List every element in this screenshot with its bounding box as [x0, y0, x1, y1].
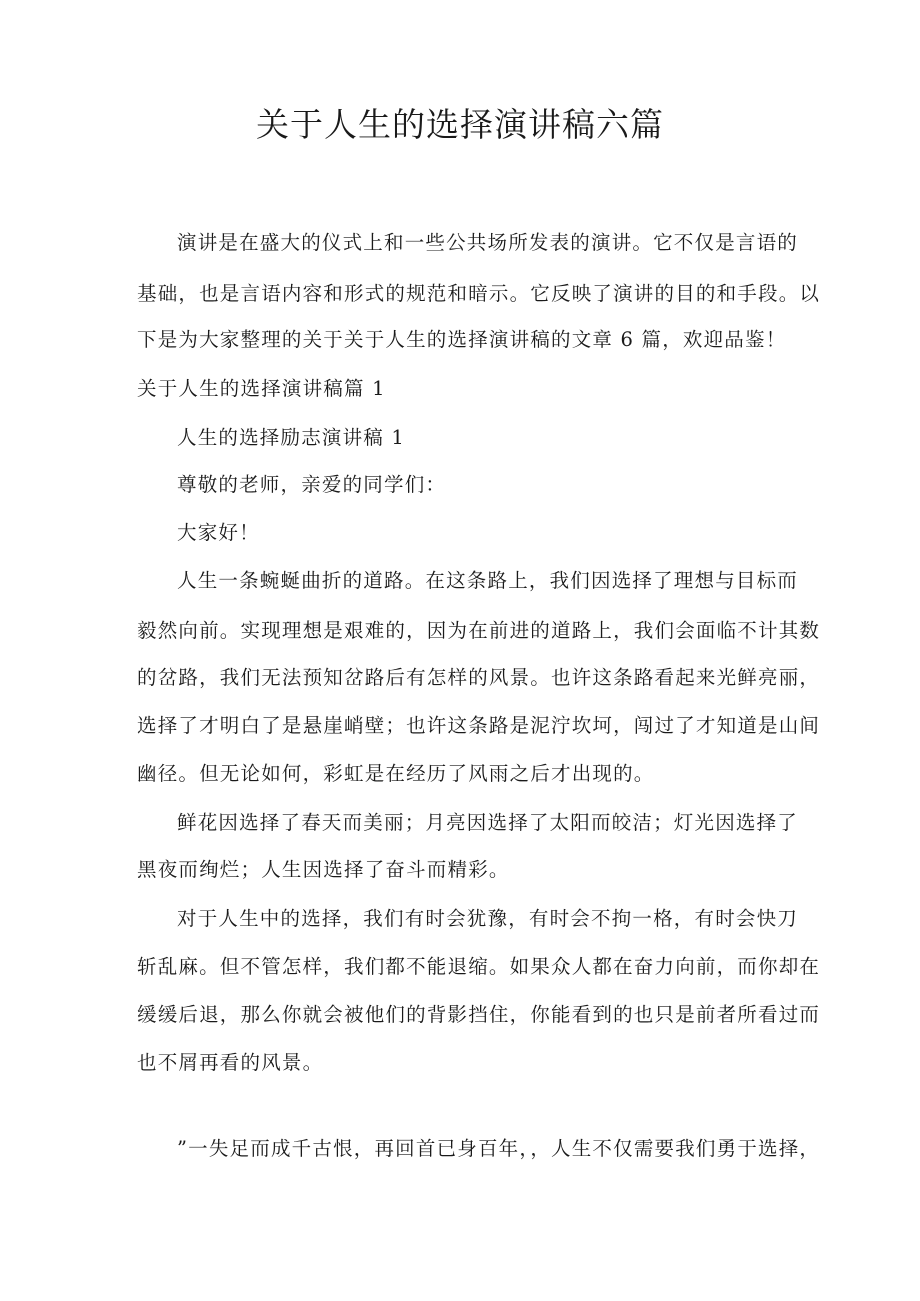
- greeting-line: 大家好！: [177, 521, 260, 544]
- paragraph-line: ”一失足而成千古恨，再回首已身百年，，人生不仅需要我们勇于选择，: [177, 1137, 821, 1160]
- paragraph-line: 人生一条蜿蜒曲折的道路。在这条路上，我们因选择了理想与目标而: [177, 569, 799, 592]
- subsection-heading: 人生的选择励志演讲稿 1: [177, 426, 406, 449]
- paragraph-line: 基础，也是言语内容和形式的规范和暗示。它反映了演讲的目的和手段。以: [137, 282, 821, 305]
- salutation-line: 尊敬的老师，亲爱的同学们：: [177, 473, 447, 496]
- paragraph-line: 幽径。但无论如何，彩虹是在经历了风雨之后才出现的。: [137, 762, 655, 785]
- paragraph-line: 的岔路，我们无法预知岔路后有怎样的风景。也许这条路看起来光鲜亮丽，: [137, 666, 821, 689]
- paragraph-line: 缓缓后退，那么你就会被他们的背影挡住，你能看到的也只是前者所看过而: [137, 1003, 821, 1026]
- paragraph-line: 演讲是在盛大的仪式上和一些公共场所发表的演讲。它不仅是言语的: [177, 231, 799, 254]
- paragraph-line: 也不屑再看的风景。: [137, 1051, 324, 1074]
- section-heading: 关于人生的选择演讲稿篇 1: [137, 377, 386, 400]
- paragraph-line: 斩乱麻。但不管怎样，我们都不能退缩。如果众人都在奋力向前，而你却在: [137, 955, 821, 978]
- document-title: 关于人生的选择演讲稿六篇: [256, 105, 664, 144]
- paragraph-line: 黑夜而绚烂；人生因选择了奋斗而精彩。: [137, 858, 510, 881]
- paragraph-line: 毅然向前。实现理想是艰难的，因为在前进的道路上，我们会面临不计其数: [137, 619, 821, 642]
- paragraph-line: 对于人生中的选择，我们有时会犹豫，有时会不拘一格，有时会快刀: [177, 907, 799, 930]
- paragraph-line: 下是为大家整理的关于关于人生的选择演讲稿的文章 6 篇，欢迎品鉴！: [137, 328, 787, 351]
- paragraph-line: 鲜花因选择了春天而美丽；月亮因选择了太阳而皎洁；灯光因选择了: [177, 811, 799, 834]
- paragraph-line: 选择了才明白了是悬崖峭壁；也许这条路是泥泞坎坷，闯过了才知道是山间: [137, 714, 821, 737]
